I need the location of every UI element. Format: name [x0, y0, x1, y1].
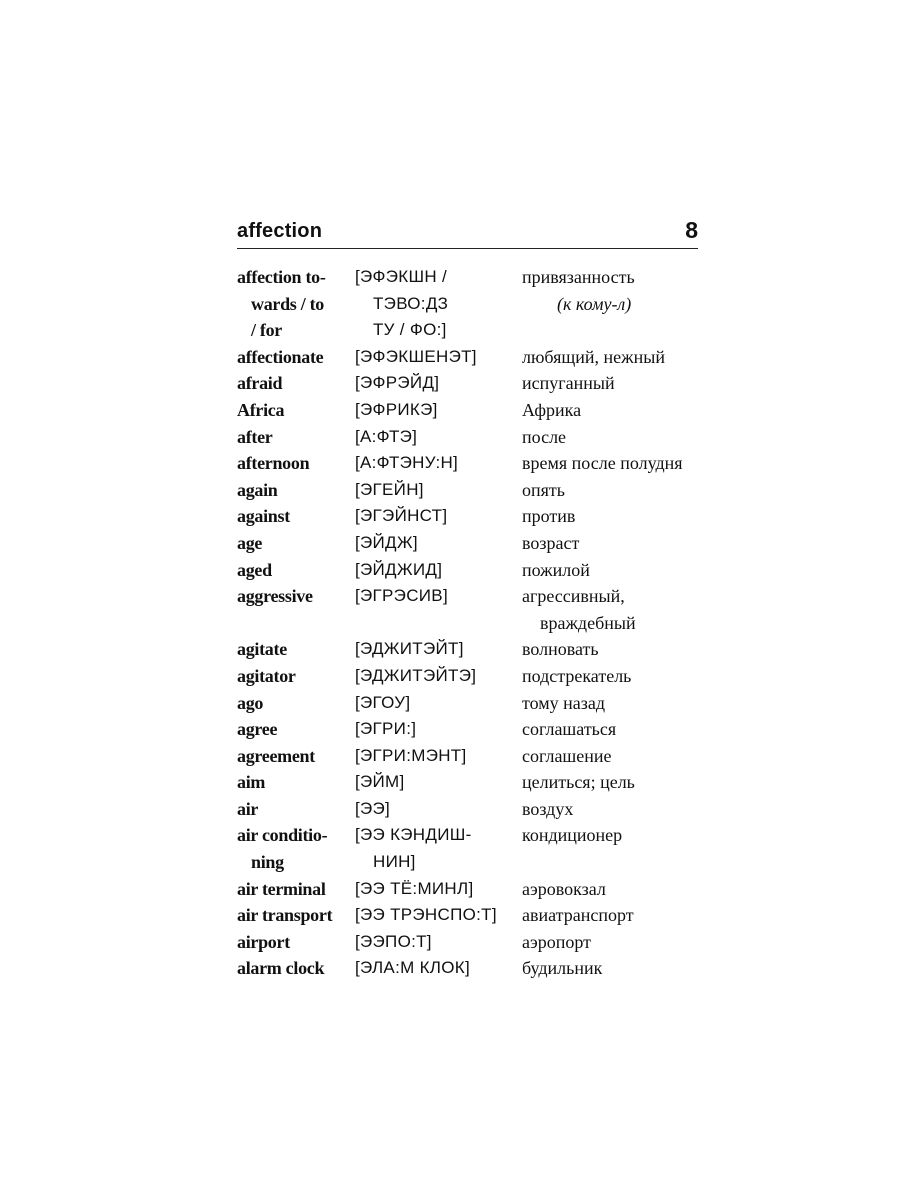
entry-row	[237, 663, 717, 690]
entry-transcription	[355, 264, 522, 344]
entry-transcription-line: [ЭЭПО:Т]	[355, 931, 432, 951]
entry-translation-line: испуганный	[522, 373, 615, 394]
entry-transcription	[355, 955, 522, 982]
entry-transcription-line: [ЭГОУ]	[355, 692, 411, 712]
entry-headword-line: aged	[237, 559, 272, 580]
entry-row	[237, 424, 717, 451]
entry-transcription-line: [А:ФТЭ]	[355, 426, 418, 446]
entry-headword	[237, 769, 355, 796]
entry-headword	[237, 503, 355, 530]
entry-translation-line: после	[522, 426, 567, 447]
entry-list	[237, 264, 717, 982]
entry-transcription-line: [ЭГРЭСИВ]	[355, 586, 448, 606]
entry-translation-line: агрессивный,	[522, 586, 625, 607]
page-number: 8	[685, 217, 698, 243]
entry-translation-line: целиться; цель	[522, 772, 635, 793]
entry-transcription	[355, 344, 522, 371]
entry-transcription-line: [ЭГРИ:]	[355, 719, 417, 739]
entry-row	[237, 769, 717, 796]
entry-transcription-line: [ЭДЖИТЭЙТ]	[355, 639, 464, 659]
entry-transcription	[355, 530, 522, 557]
running-head-word: affection	[237, 220, 323, 242]
entry-transcription	[355, 822, 522, 875]
entry-headword-line: age	[237, 532, 263, 553]
entry-translation	[522, 264, 712, 344]
entry-row	[237, 397, 717, 424]
dictionary-page	[237, 216, 698, 979]
entry-headword-line: airport	[237, 931, 290, 952]
entry-headword-line: afraid	[237, 373, 283, 394]
entry-transcription	[355, 769, 522, 796]
entry-transcription-line: [ЭГРИ:МЭНТ]	[355, 745, 467, 765]
entry-row	[237, 876, 717, 903]
entry-headword-line: agree	[237, 719, 278, 740]
entry-headword-line: afternoon	[237, 453, 310, 474]
entry-translation-line: кондиционер	[522, 825, 623, 846]
entry-headword-line: wards / to	[251, 293, 324, 314]
entry-transcription-line: [ЭЙДЖИД]	[355, 559, 443, 579]
entry-headword	[237, 477, 355, 504]
entry-transcription-line: [ЭФЭКШН /	[355, 267, 447, 286]
entry-transcription-line: НИН]	[373, 852, 416, 872]
entry-transcription	[355, 503, 522, 530]
entry-row	[237, 503, 717, 530]
entry-headword	[237, 397, 355, 424]
entry-headword	[237, 796, 355, 823]
entry-headword-line: air transport	[237, 905, 333, 926]
entry-transcription-line: ТУ / ФО:]	[373, 320, 447, 340]
entry-translation	[522, 663, 712, 690]
entry-headword-line: aim	[237, 772, 266, 793]
entry-translation-line: время после полудня	[522, 453, 683, 474]
entry-headword	[237, 557, 355, 584]
entry-headword-line: Africa	[237, 399, 285, 420]
entry-transcription-line: [ЭЭ]	[355, 798, 391, 818]
entry-translation	[522, 769, 712, 796]
entry-transcription-line: [А:ФТЭНУ:Н]	[355, 453, 459, 473]
entry-headword-line: agreement	[237, 745, 315, 766]
entry-transcription	[355, 397, 522, 424]
entry-headword-line: air terminal	[237, 878, 326, 899]
entry-translation-line: Африка	[522, 399, 582, 420]
entry-headword	[237, 929, 355, 956]
entry-transcription	[355, 424, 522, 451]
entry-transcription	[355, 450, 522, 477]
entry-transcription	[355, 557, 522, 584]
entry-transcription	[355, 690, 522, 717]
entry-headword-line: again	[237, 479, 278, 500]
entry-translation	[522, 424, 712, 451]
entry-row	[237, 557, 717, 584]
entry-row	[237, 690, 717, 717]
entry-row	[237, 370, 717, 397]
page-header	[237, 216, 698, 249]
entry-headword	[237, 663, 355, 690]
entry-headword	[237, 876, 355, 903]
entry-translation-line: аэровокзал	[522, 878, 606, 899]
entry-transcription-line: [ЭЙДЖ]	[355, 532, 418, 552]
entry-headword	[237, 450, 355, 477]
entry-row	[237, 636, 717, 663]
entry-headword	[237, 822, 355, 875]
entry-transcription-line: ТЭВО:ДЗ	[373, 293, 449, 313]
entry-translation	[522, 370, 712, 397]
entry-headword	[237, 264, 355, 344]
entry-row	[237, 450, 717, 477]
entry-translation	[522, 716, 712, 743]
entry-headword	[237, 370, 355, 397]
entry-translation	[522, 690, 712, 717]
entry-translation-line: любящий, нежный	[522, 346, 665, 367]
entry-translation	[522, 955, 712, 982]
entry-translation-line: соглашаться	[522, 719, 617, 740]
entry-transcription-line: [ЭФЭКШЕНЭТ]	[355, 346, 477, 366]
entry-row	[237, 477, 717, 504]
entry-row	[237, 530, 717, 557]
entry-headword-line: ning	[251, 852, 284, 873]
entry-transcription-line: [ЭДЖИТЭЙТЭ]	[355, 665, 477, 685]
entry-headword	[237, 530, 355, 557]
entry-translation	[522, 397, 712, 424]
entry-transcription	[355, 663, 522, 690]
entry-row	[237, 929, 717, 956]
entry-translation-line: возраст	[522, 532, 580, 553]
entry-translation	[522, 450, 712, 477]
entry-row	[237, 743, 717, 770]
entry-translation-line: опять	[522, 479, 565, 500]
entry-headword-line: after	[237, 426, 273, 447]
entry-translation-line: будильник	[522, 958, 603, 979]
entry-translation	[522, 557, 712, 584]
entry-transcription-line: [ЭЭ ТРЭНСПО:Т]	[355, 905, 497, 925]
entry-translation	[522, 796, 712, 823]
entry-headword-line: against	[237, 506, 290, 527]
entry-transcription-line: [ЭЛА:М КЛОК]	[355, 958, 470, 978]
entry-translation-line: авиатранспорт	[522, 905, 634, 926]
entry-transcription-line: [ЭГЭЙНСТ]	[355, 506, 448, 526]
entry-row	[237, 955, 717, 982]
entry-transcription-line: [ЭГЕЙН]	[355, 479, 424, 499]
entry-transcription-line: [ЭЙМ]	[355, 772, 405, 792]
entry-headword	[237, 344, 355, 371]
entry-headword	[237, 743, 355, 770]
entry-translation-line: волновать	[522, 639, 599, 660]
entry-translation	[522, 344, 712, 371]
entry-translation-line: (к кому-л)	[557, 293, 632, 314]
entry-headword-line: aggressive	[237, 586, 313, 607]
entry-translation	[522, 902, 712, 929]
entry-row	[237, 796, 717, 823]
entry-translation	[522, 636, 712, 663]
entry-translation	[522, 477, 712, 504]
entry-headword	[237, 690, 355, 717]
entry-translation-line: пожилой	[522, 559, 590, 580]
entry-row	[237, 344, 717, 371]
entry-transcription	[355, 370, 522, 397]
entry-headword-line: agitator	[237, 665, 296, 686]
entry-headword-line: affection to-	[237, 267, 326, 287]
entry-translation-line: соглашение	[522, 745, 612, 766]
entry-translation	[522, 743, 712, 770]
entry-translation-line: привязанность	[522, 267, 635, 287]
entry-transcription	[355, 743, 522, 770]
entry-transcription	[355, 477, 522, 504]
entry-headword-line: affectionate	[237, 346, 324, 367]
entry-headword-line: alarm clock	[237, 958, 325, 979]
entry-transcription	[355, 716, 522, 743]
entry-headword	[237, 716, 355, 743]
entry-transcription	[355, 636, 522, 663]
entry-row	[237, 716, 717, 743]
entry-transcription	[355, 796, 522, 823]
entry-translation-line: враждебный	[540, 612, 636, 633]
entry-headword-line: agitate	[237, 639, 287, 660]
entry-transcription-line: [ЭФРЭЙД]	[355, 373, 440, 393]
entry-transcription	[355, 876, 522, 903]
entry-transcription-line: [ЭЭ КЭНДИШ-	[355, 825, 472, 845]
entry-translation	[522, 876, 712, 903]
entry-row	[237, 264, 717, 344]
entry-headword	[237, 955, 355, 982]
entry-translation	[522, 822, 712, 875]
entry-translation	[522, 929, 712, 956]
entry-transcription	[355, 902, 522, 929]
entry-transcription	[355, 929, 522, 956]
entry-headword	[237, 424, 355, 451]
entry-translation-line: подстрекатель	[522, 665, 632, 686]
entry-translation	[522, 583, 712, 636]
entry-translation-line: против	[522, 506, 576, 527]
entry-headword-line: air conditio-	[237, 825, 328, 846]
entry-row	[237, 583, 717, 636]
entry-translation	[522, 503, 712, 530]
entry-transcription-line: [ЭФРИКЭ]	[355, 399, 438, 419]
entry-headword	[237, 583, 355, 636]
entry-headword	[237, 902, 355, 929]
entry-row	[237, 822, 717, 875]
entry-transcription	[355, 583, 522, 636]
entry-row	[237, 902, 717, 929]
entry-translation-line: воздух	[522, 798, 574, 819]
entry-transcription-line: [ЭЭ ТЁ:МИНЛ]	[355, 878, 474, 898]
entry-headword-line: air	[237, 798, 259, 819]
entry-headword	[237, 636, 355, 663]
entry-translation	[522, 530, 712, 557]
entry-headword-line: ago	[237, 692, 264, 713]
entry-translation-line: аэропорт	[522, 931, 591, 952]
entry-translation-line: тому назад	[522, 692, 606, 713]
entry-headword-line: / for	[251, 320, 282, 341]
